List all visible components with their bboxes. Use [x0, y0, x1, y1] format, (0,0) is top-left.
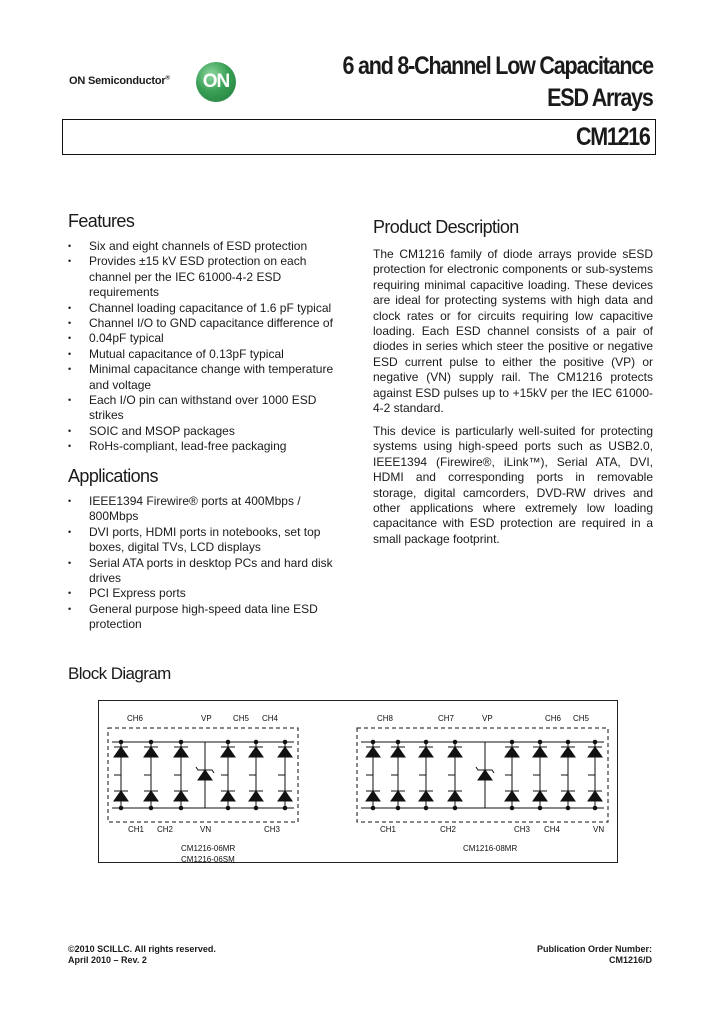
diode-symbol [588, 791, 602, 801]
diode-symbol [221, 791, 235, 801]
junction-dot [593, 740, 597, 744]
diode-symbol [419, 791, 433, 801]
junction-dot [119, 740, 123, 744]
list-item: • Channel I/O to GND capacitance difference of [68, 316, 350, 331]
date-revision: April 2010 – Rev. 2 [68, 955, 147, 965]
junction-dot [283, 740, 287, 744]
pin-label: CH5 [573, 714, 590, 723]
junction-dot [254, 806, 258, 810]
publication-order-label: Publication Order Number: [536, 944, 652, 954]
diode-symbol [114, 791, 128, 801]
diode-symbol [221, 747, 235, 757]
list-item: • SOIC and MSOP packages [68, 424, 350, 439]
diode-symbol [366, 747, 380, 757]
diode-symbol [533, 791, 547, 801]
list-item: • Provides ±15 kV ESD protection on each channel per the IEC 61000-4-2 ESD requirements [68, 254, 350, 300]
zener-symbol [198, 770, 212, 780]
diode-symbol [144, 747, 158, 757]
junction-dot [179, 740, 183, 744]
diode-symbol [366, 791, 380, 801]
junction-dot [149, 806, 153, 810]
list-item: • RoHs-compliant, lead-free packaging [68, 439, 350, 454]
pin-label: CH1 [380, 825, 397, 834]
diode-symbol [144, 791, 158, 801]
document-title-line1: 6 and 8-Channel Low Capacitance [342, 52, 653, 80]
junction-dot [396, 740, 400, 744]
pin-label: CH6 [127, 714, 144, 723]
junction-dot [453, 806, 457, 810]
publication-order-number: CM1216/D [608, 955, 652, 965]
diode-symbol [505, 747, 519, 757]
list-item: • PCI Express ports [68, 586, 346, 601]
diagram-caption: CM1216-06MR [181, 844, 236, 853]
block-diagram-heading: Block Diagram [68, 664, 171, 683]
junction-dot [396, 806, 400, 810]
zener-symbol [478, 770, 492, 780]
list-item: • 0.04pF typical [68, 331, 350, 346]
diode-symbol [561, 791, 575, 801]
product-description-para1: The CM1216 family of diode arrays provide sESD protection for electronic components or sub-systems requiring minimal capacitive loading. These devices are ideal for protecting systems with high data and clock rates or for circuits requiring low capacitive loading. Each ESD channel consists of a pair of diodes in series which steer the positive or negative ESD current pulse to either the positive (VP) or negative (VN) supply rail. The CM1216 protects against ESD pulses up to +15kV per the IEC 61000-4-2 standard. [373, 247, 653, 416]
logo-text: ON [202, 71, 230, 92]
junction-dot [424, 740, 428, 744]
pin-label: CH4 [544, 825, 561, 834]
junction-dot [510, 806, 514, 810]
pin-label: CH4 [262, 714, 279, 723]
diode-symbol [278, 747, 292, 757]
diode-symbol [174, 791, 188, 801]
pin-label: CH3 [514, 825, 531, 834]
junction-dot [149, 740, 153, 744]
diode-symbol [249, 791, 263, 801]
pin-label: CH5 [233, 714, 250, 723]
diode-symbol [448, 747, 462, 757]
diode-symbol [114, 747, 128, 757]
diode-symbol [419, 747, 433, 757]
pin-label: CH1 [128, 825, 145, 834]
list-item: • Each I/O pin can withstand over 1000 ESD strikes [68, 393, 350, 424]
list-item: • Six and eight channels of ESD protection [68, 239, 350, 254]
part-number: CM1216 [575, 123, 649, 151]
junction-dot [593, 806, 597, 810]
document-title-line2: ESD Arrays [547, 84, 653, 112]
diode-symbol [505, 791, 519, 801]
junction-dot [254, 740, 258, 744]
diode-symbol [391, 791, 405, 801]
brand-name: ON Semiconductor® [69, 75, 170, 87]
list-item: • Minimal capacitance change with temperature and voltage [68, 362, 350, 393]
list-item: • General purpose high-speed data line ESD protection [68, 602, 346, 633]
product-description-para2: This device is particularly well-suited for protecting systems using high-speed ports such as USB2.0, IEEE1394 (Firewire®, iLink™), Serial ATA, DVI, HDMI and corresponding ports in removable storage, digital camcorders, DVD-RW drives and other applications where extremely low loading capacitance with ESD protection are required in a small package footprint. [373, 424, 653, 546]
junction-dot [510, 740, 514, 744]
diode-symbol [533, 747, 547, 757]
pin-label: CH6 [545, 714, 562, 723]
pin-label: CH8 [377, 714, 394, 723]
diode-symbol [561, 747, 575, 757]
copyright: ©2010 SCILLC. All rights reserved. [68, 944, 216, 954]
list-item: • IEEE1394 Firewire® ports at 400Mbps / 800Mbps [68, 494, 346, 525]
pin-label: VP [201, 714, 212, 723]
diode-symbol [588, 747, 602, 757]
junction-dot [566, 806, 570, 810]
pin-label: VN [200, 825, 212, 834]
junction-dot [226, 806, 230, 810]
pin-label: CH2 [440, 825, 457, 834]
diode-symbol [174, 747, 188, 757]
pin-label: CH7 [438, 714, 455, 723]
product-description-heading: Product Description [373, 217, 519, 237]
junction-dot [424, 806, 428, 810]
pin-label: VP [482, 714, 493, 723]
list-item: • Serial ATA ports in desktop PCs and hard disk drives [68, 556, 346, 587]
features-heading: Features [68, 211, 135, 231]
pin-label: CH2 [157, 825, 174, 834]
pin-label: VN [593, 825, 605, 834]
junction-dot [179, 806, 183, 810]
diode-symbol [448, 791, 462, 801]
junction-dot [566, 740, 570, 744]
list-item: • Mutual capacitance of 0.13pF typical [68, 347, 350, 362]
list-item: • Channel loading capacitance of 1.6 pF typical [68, 301, 350, 316]
junction-dot [453, 740, 457, 744]
diagram-caption: CM1216-06SM [181, 855, 235, 864]
diode-symbol [249, 747, 263, 757]
junction-dot [119, 806, 123, 810]
diagram-caption: CM1216-08MR [463, 844, 518, 853]
junction-dot [283, 806, 287, 810]
applications-heading: Applications [68, 466, 158, 486]
junction-dot [226, 740, 230, 744]
list-item: • DVI ports, HDMI ports in notebooks, set top boxes, digital TVs, LCD displays [68, 525, 346, 556]
diode-symbol [278, 791, 292, 801]
junction-dot [371, 806, 375, 810]
junction-dot [538, 740, 542, 744]
junction-dot [371, 740, 375, 744]
junction-dot [538, 806, 542, 810]
diode-symbol [391, 747, 405, 757]
pin-label: CH3 [264, 825, 281, 834]
